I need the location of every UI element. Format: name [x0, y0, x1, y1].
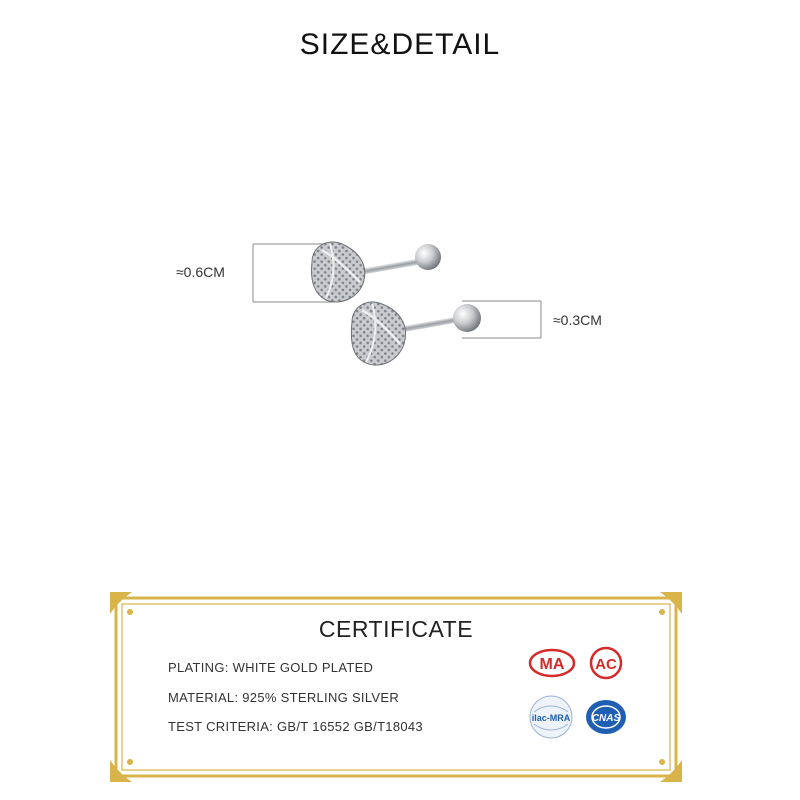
svg-text:MA: MA: [539, 656, 565, 673]
certificate-title: CERTIFICATE: [318, 616, 474, 642]
certificate-panel: [110, 592, 682, 782]
svg-text:AC: AC: [595, 656, 617, 673]
earring-bottom: [351, 302, 481, 365]
page-title: SIZE&DETAIL: [299, 28, 501, 61]
dimension-label-right: ≈0.3CM: [553, 312, 602, 328]
ma-logo: [528, 648, 576, 678]
svg-text:ilac-MRA: ilac-MRA: [531, 713, 571, 723]
earring-top: [312, 242, 441, 302]
ilac-mra-logo: [528, 694, 574, 740]
ac-logo: [588, 646, 624, 680]
svg-text:CNAS: CNAS: [591, 713, 621, 724]
plating-line: PLATING: WHITE GOLD PLATED: [168, 660, 374, 675]
test-criteria-line: TEST CRITERIA: GB/T 16552 GB/T18043: [168, 719, 423, 734]
dimension-label-left: ≈0.6CM: [176, 264, 225, 280]
material-line: MATERIAL: 925% STERLING SILVER: [168, 690, 400, 705]
cnas-logo: [584, 698, 628, 736]
